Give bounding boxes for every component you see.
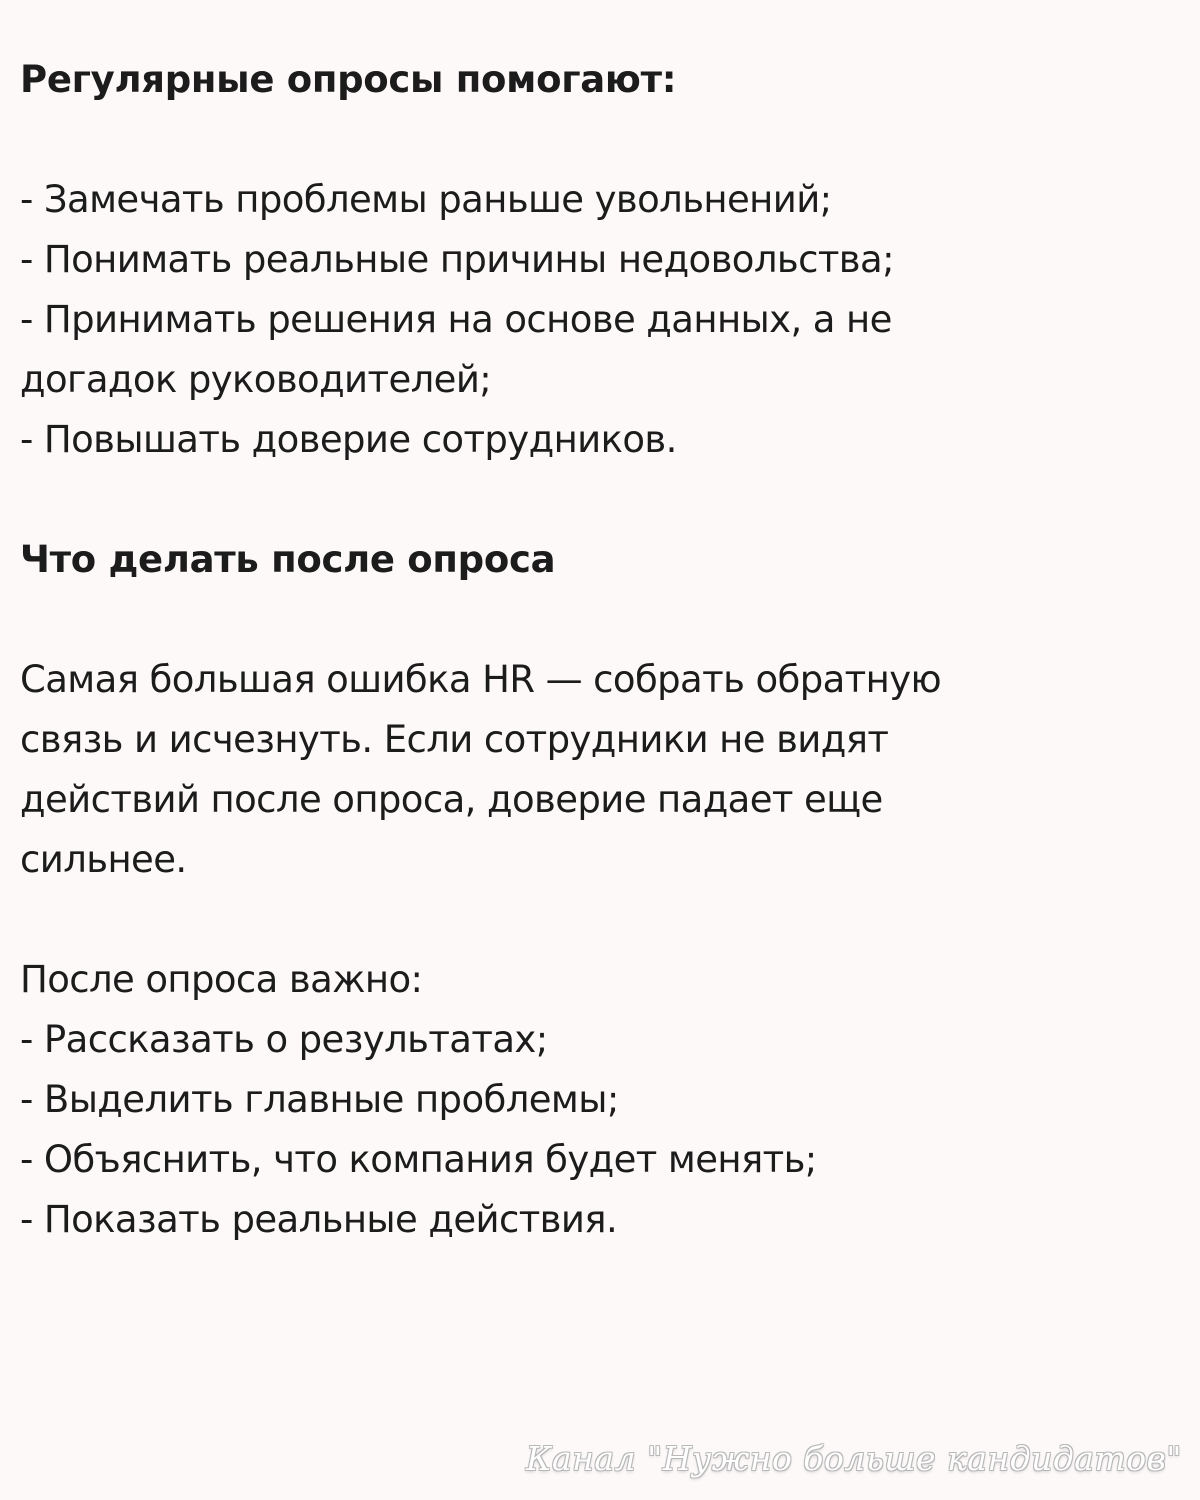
spacer [20, 470, 1170, 530]
list-intro: После опроса важно: [20, 958, 423, 1001]
spacer [20, 890, 1170, 950]
slide-content [20, 50, 1170, 1250]
paragraph-line: связь и исчезнуть. Если сотрудники не видят [20, 718, 889, 761]
list-item: - Выделить главные проблемы; [20, 1078, 619, 1121]
section1-heading: Регулярные опросы помогают: [20, 58, 677, 101]
section2-list [20, 1010, 1170, 1250]
section2-paragraph [20, 650, 1170, 890]
list-item-continuation: догадок руководителей; [20, 358, 492, 401]
spacer [20, 110, 1170, 170]
list-item: - Понимать реальные причины недовольства; [20, 238, 894, 281]
section2-heading: Что делать после опроса [20, 538, 556, 581]
list-item: - Повышать доверие сотрудников. [20, 418, 677, 461]
channel-watermark: Канал "Нужно больше кандидатов" [525, 1439, 1182, 1478]
spacer [20, 590, 1170, 650]
list-item: - Рассказать о результатах; [20, 1018, 548, 1061]
list-item: - Принимать решения на основе данных, а не [20, 298, 892, 341]
paragraph-line: сильнее. [20, 838, 187, 881]
section1-list [20, 170, 1170, 470]
list-item: - Показать реальные действия. [20, 1198, 618, 1241]
paragraph-line: Самая большая ошибка HR — собрать обратную [20, 658, 942, 701]
paragraph-line: действий после опроса, доверие падает еще [20, 778, 883, 821]
list-item: - Замечать проблемы раньше увольнений; [20, 178, 832, 221]
list-item: - Объяснить, что компания будет менять; [20, 1138, 817, 1181]
